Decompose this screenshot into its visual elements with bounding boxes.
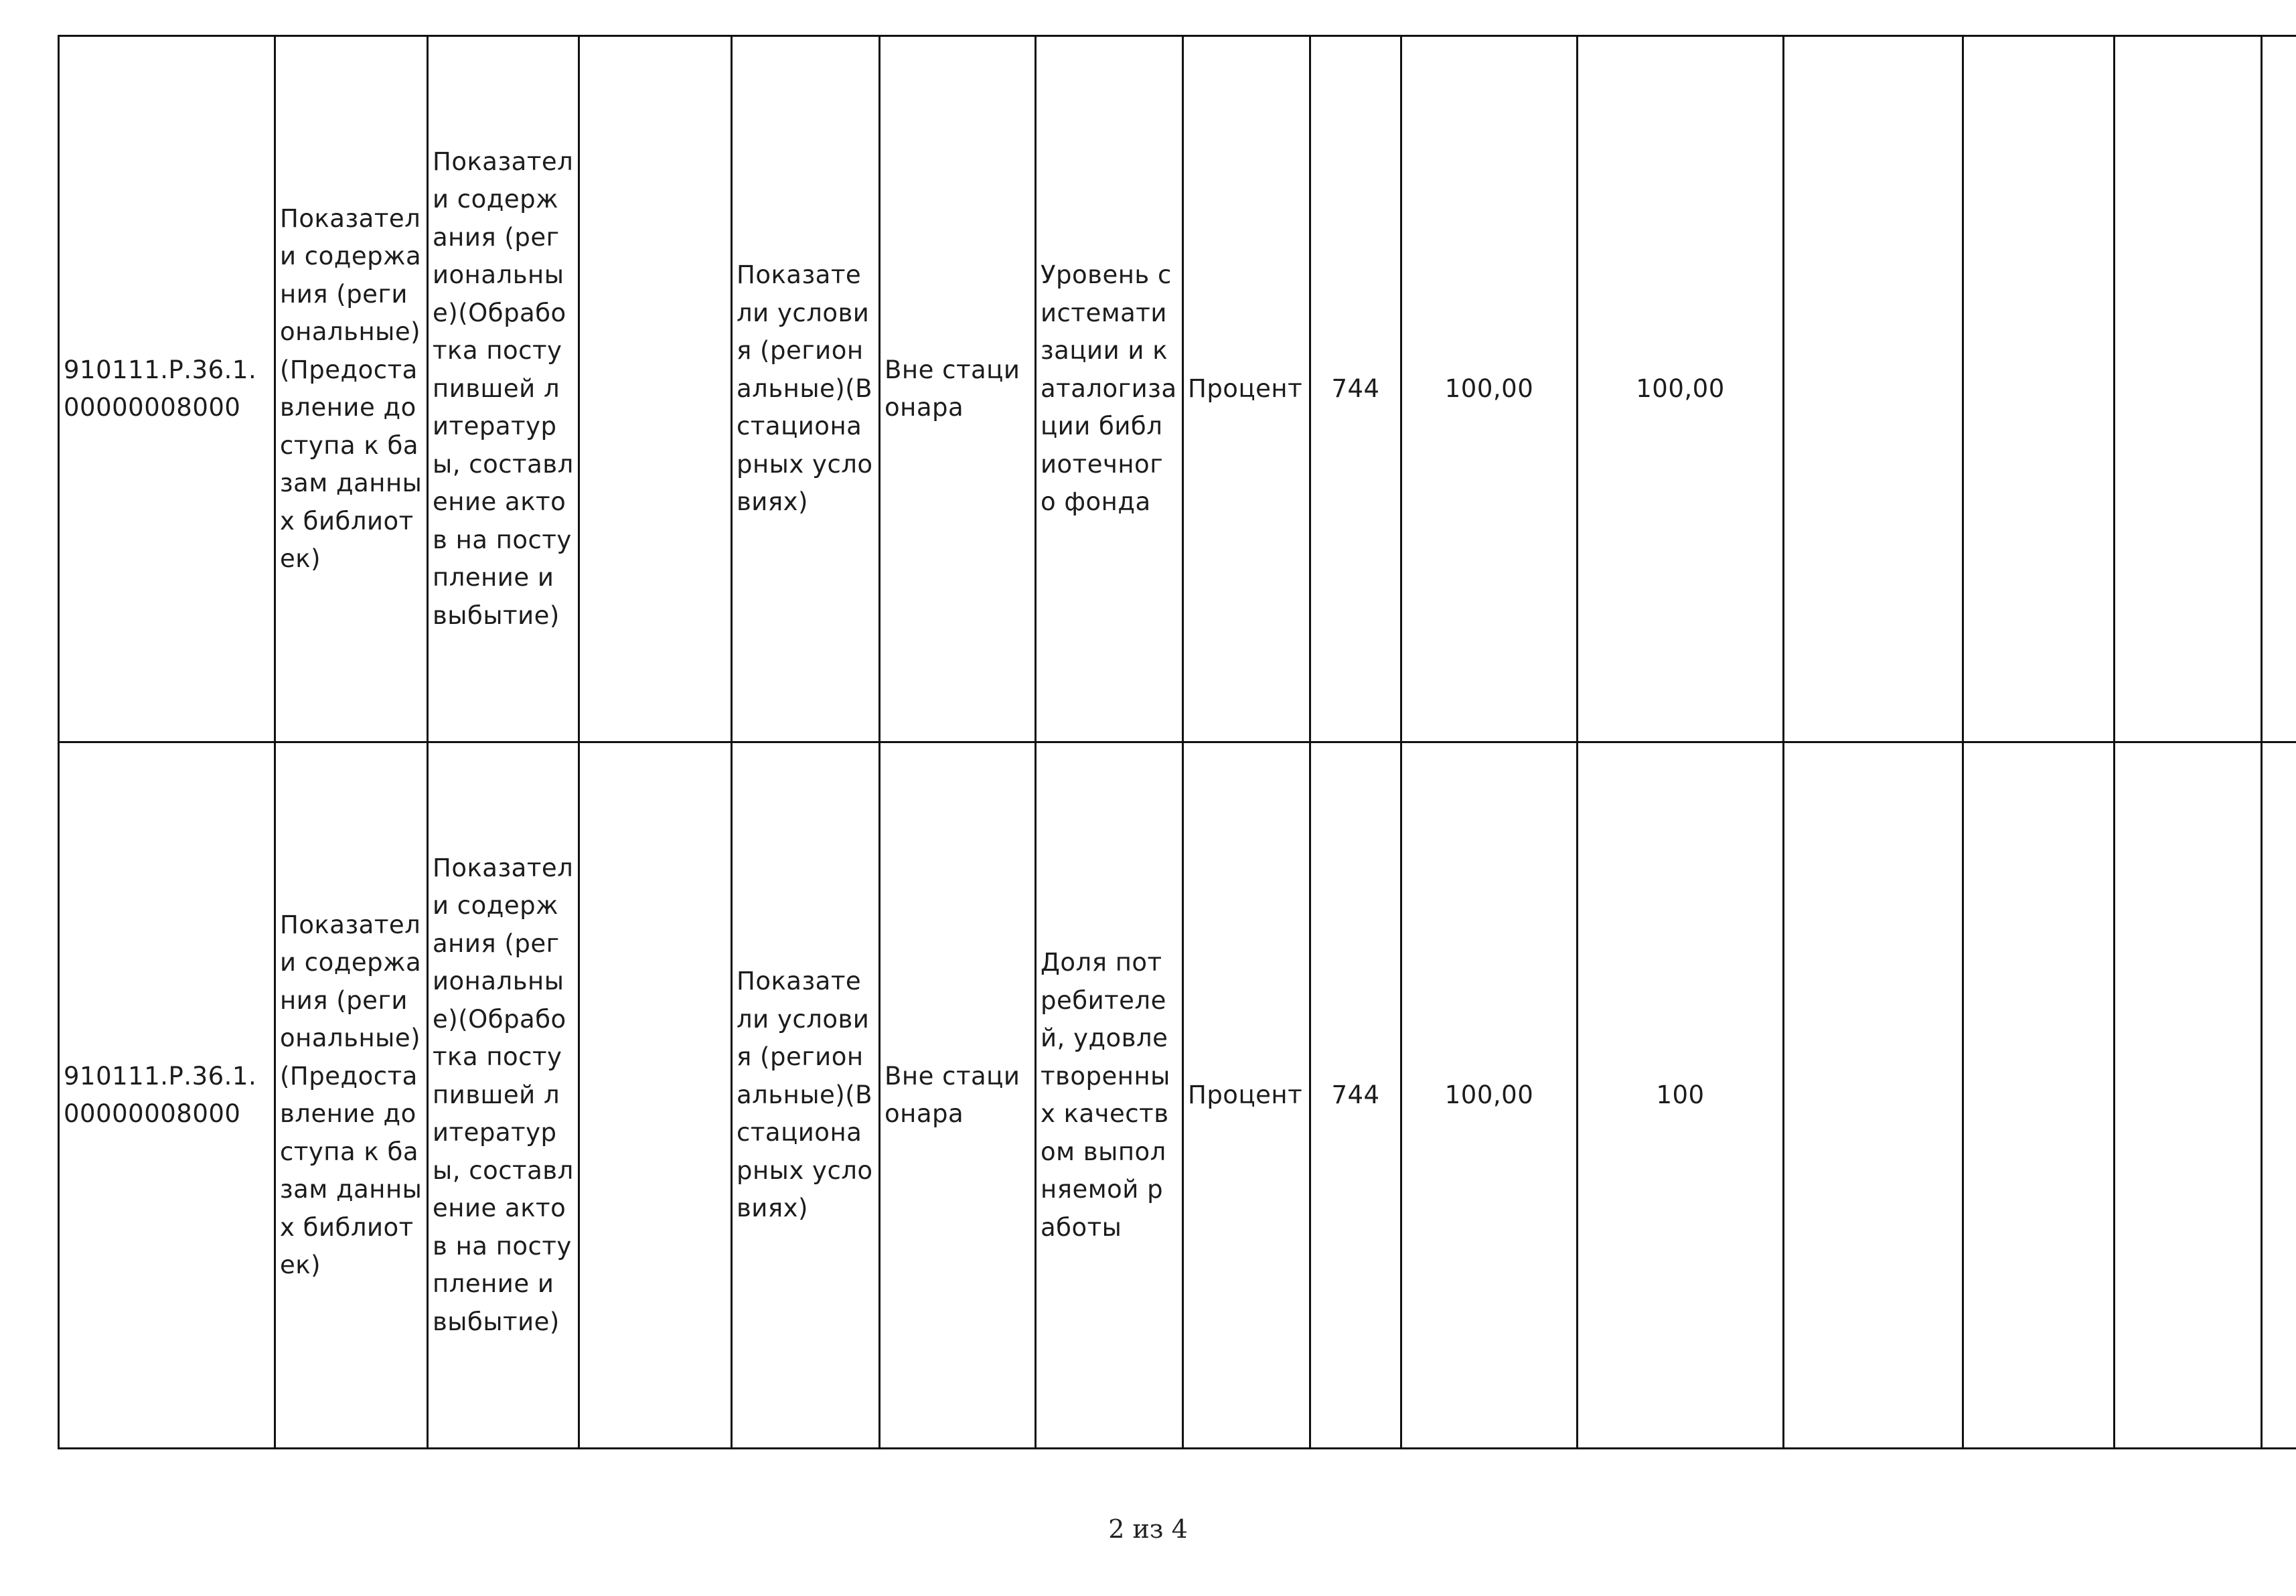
extra-3-cell bbox=[2115, 36, 2262, 742]
table-row bbox=[59, 742, 2296, 1449]
condition-indicator-1-cell: Показатели условия (региональные)(В стационарных условиях) bbox=[732, 36, 880, 742]
extra-1-cell bbox=[1784, 742, 1963, 1449]
extra-4-cell bbox=[2262, 36, 2296, 742]
approved-value-cell: 100,00 bbox=[1401, 742, 1578, 1449]
okei-code-cell: 744 bbox=[1310, 742, 1401, 1449]
okei-code-cell: 744 bbox=[1310, 36, 1401, 742]
content-indicator-2-cell: Показатели содержания (региональные)(Обработка поступившей литературы, составление актов на поступление и выбытие) bbox=[428, 36, 579, 742]
unit-cell: Процент bbox=[1183, 742, 1310, 1449]
code-cell: 910111.Р.36.1.00000008000 bbox=[59, 742, 275, 1449]
content-indicator-1-cell: Показатели содержания (региональные)(Предоставление доступа к базам данных библиотек) bbox=[275, 36, 428, 742]
content-indicator-1-cell: Показатели содержания (региональные)(Предоставление доступа к базам данных библиотек) bbox=[275, 742, 428, 1449]
content-indicator-3-cell bbox=[579, 36, 732, 742]
content-indicator-3-cell bbox=[579, 742, 732, 1449]
actual-value-cell: 100 bbox=[1578, 742, 1784, 1449]
table-row bbox=[59, 36, 2296, 742]
content-indicator-2-cell: Показатели содержания (региональные)(Обработка поступившей литературы, составление актов на поступление и выбытие) bbox=[428, 742, 579, 1449]
quality-indicator-cell: Доля потребителей, удовлетворенных качеством выполняемой работы bbox=[1036, 742, 1183, 1449]
approved-value-cell: 100,00 bbox=[1401, 36, 1578, 742]
condition-indicator-2-cell: Вне стационара bbox=[880, 742, 1036, 1449]
extra-2-cell bbox=[1963, 36, 2115, 742]
quality-indicator-cell: Уровень систематизации и каталогизации библиотечного фонда bbox=[1036, 36, 1183, 742]
page-number: 2 из 4 bbox=[1108, 1514, 1188, 1544]
quality-indicators-table bbox=[58, 35, 2296, 1449]
condition-indicator-1-cell: Показатели условия (региональные)(В стационарных условиях) bbox=[732, 742, 880, 1449]
unit-cell: Процент bbox=[1183, 36, 1310, 742]
actual-value-cell: 100,00 bbox=[1578, 36, 1784, 742]
extra-1-cell bbox=[1784, 36, 1963, 742]
extra-3-cell bbox=[2115, 742, 2262, 1449]
code-cell: 910111.Р.36.1.00000008000 bbox=[59, 36, 275, 742]
condition-indicator-2-cell: Вне стационара bbox=[880, 36, 1036, 742]
extra-4-cell bbox=[2262, 742, 2296, 1449]
extra-2-cell bbox=[1963, 742, 2115, 1449]
